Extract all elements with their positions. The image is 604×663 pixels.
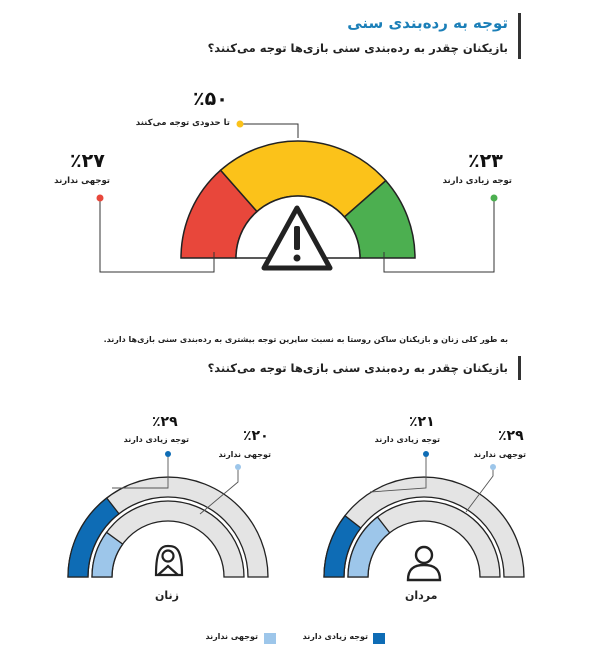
women-group-name: زنان xyxy=(155,589,179,602)
man-icon xyxy=(408,547,440,580)
legend-swatch-high xyxy=(373,633,385,644)
section2-title: بازیکنان چقدر به رده‌بندی سنی بازی‌ها توجه می‌کنند؟ xyxy=(207,361,508,375)
women-none-label: توجهی ندارند xyxy=(218,450,271,459)
page-subtitle: بازیکنان چقدر به رده‌بندی سنی بازی‌ها توجه می‌کنند؟ xyxy=(207,41,508,55)
women-high-percent: ٪۲۹ xyxy=(152,414,178,430)
gauge-left-percent: ٪۲۷ xyxy=(70,150,105,172)
men-high-percent: ٪۲۱ xyxy=(409,414,435,430)
men-gauge xyxy=(324,451,524,580)
summary-note: به طور کلی زنان و بازیکنان ساکن روستا به نسبت سایرین توجه بیشتری به رده‌بندی سنی بازی‌ها دارند. xyxy=(103,335,508,344)
gauge-middle-percent: ٪۵۰ xyxy=(193,88,228,110)
men-group-name: مردان xyxy=(405,589,438,602)
woman-icon xyxy=(156,546,182,575)
legend-swatch-none xyxy=(264,633,276,644)
gauge-right-percent: ٪۲۳ xyxy=(468,150,503,172)
women-gauge xyxy=(68,451,268,577)
page-title: توجه به رده‌بندی سنی xyxy=(347,14,508,32)
gauge-right-label: توجه زیادی دارند xyxy=(442,176,512,186)
women-none-percent: ٪۲۰ xyxy=(243,428,269,444)
men-none-percent: ٪۲۹ xyxy=(498,428,524,444)
men-none-label: توجهی ندارند xyxy=(473,450,526,459)
legend-label-none: توجهی ندارند xyxy=(205,632,258,641)
men-high-label: توجه زیادی دارند xyxy=(374,435,440,444)
legend-label-high: توجه زیادی دارند xyxy=(302,632,368,641)
gauge-left-label: توجهی ندارند xyxy=(54,176,110,186)
women-high-label: توجه زیادی دارند xyxy=(123,435,189,444)
gauge-middle-label: تا حدودی توجه می‌کنند xyxy=(135,118,230,128)
